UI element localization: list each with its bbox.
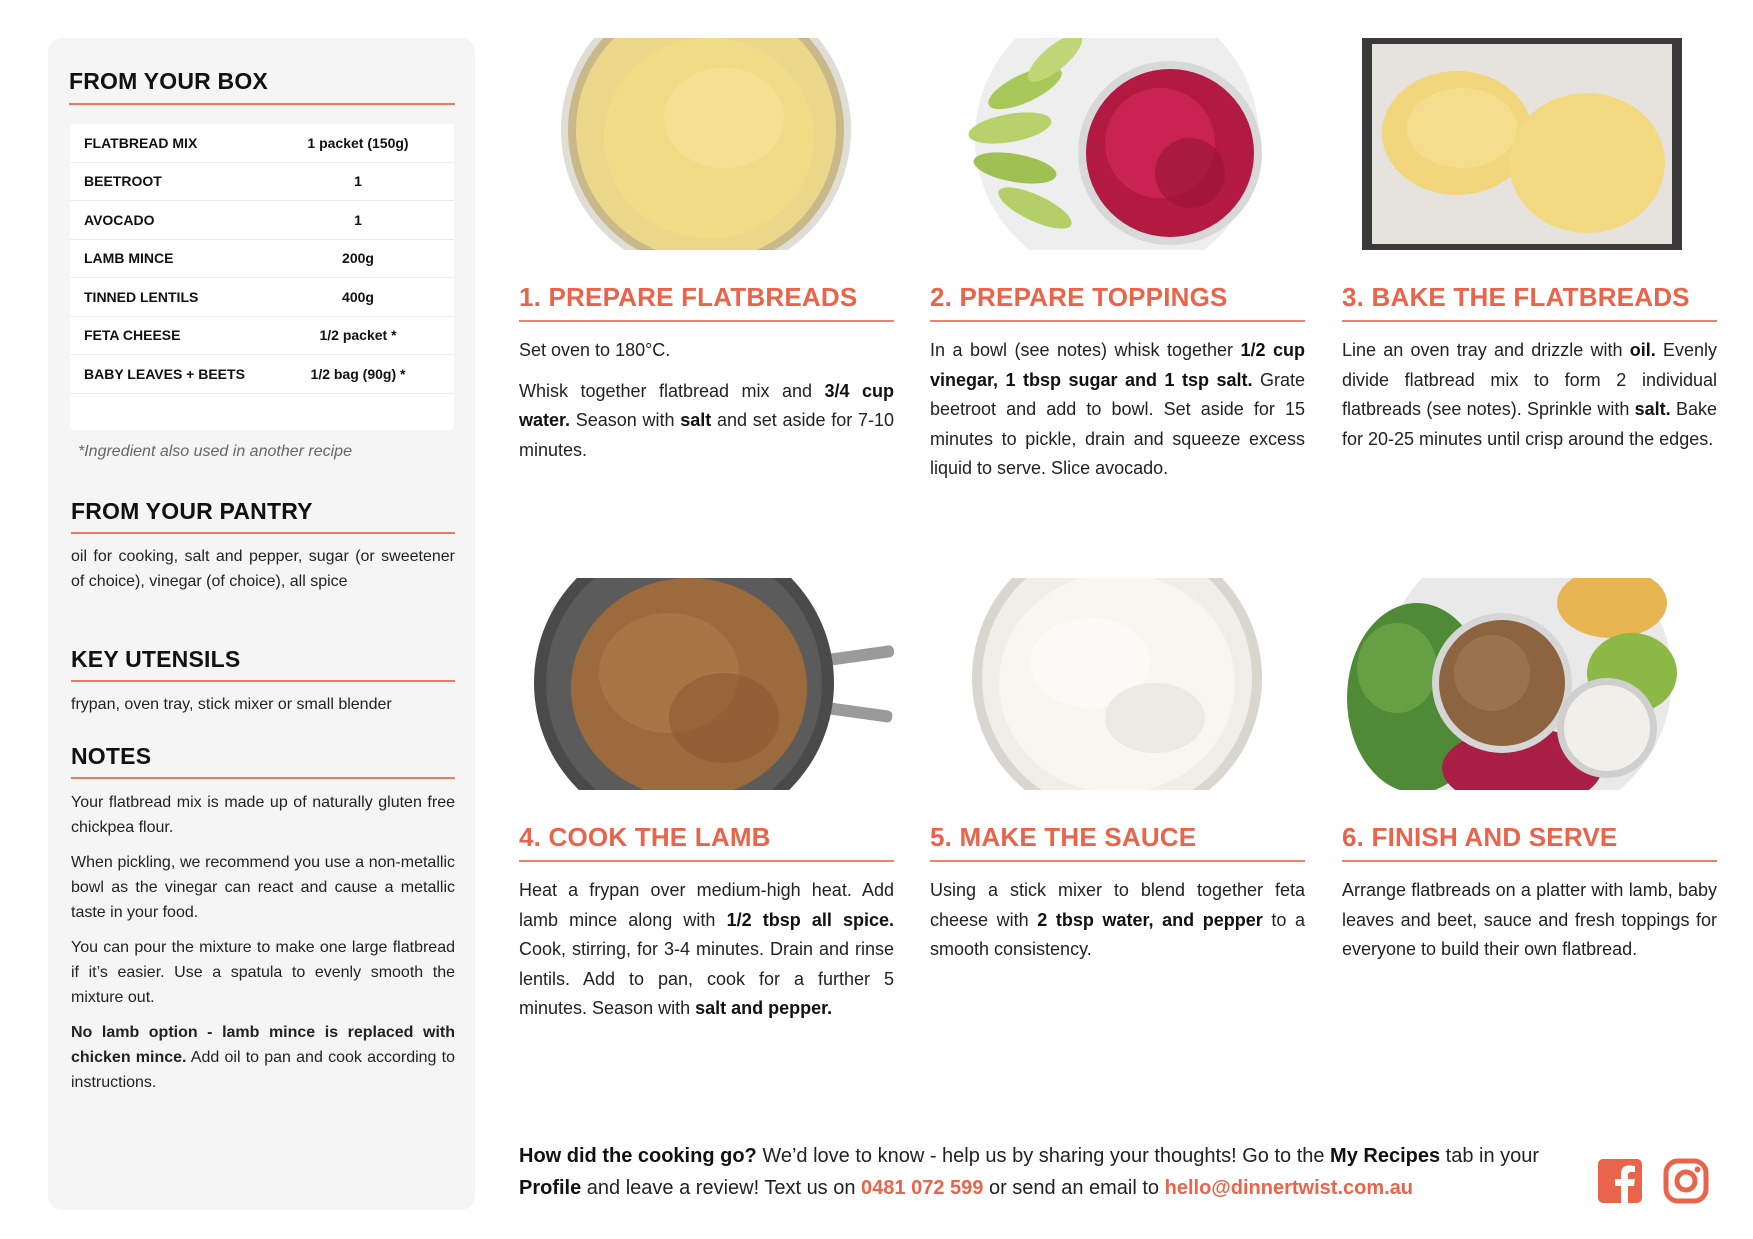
table-row [70,240,454,279]
phone-link[interactable]: 0481 072 599 [861,1176,984,1199]
table-row [70,201,454,240]
step-6 [1342,578,1717,976]
step-5-photo [930,578,1305,790]
note-paragraph [71,1020,455,1095]
step-4-divider [519,860,894,862]
step-3-divider [1342,320,1717,322]
text-bold: 2 tbsp water, and pepper [1037,909,1263,930]
table-row [70,355,454,394]
ingredient-name: BABY LEAVES + BEETS [84,365,245,382]
ingredient-name: FETA CHEESE [84,327,181,344]
text-run: Season with [570,410,681,430]
step-1-divider [519,320,894,322]
step-4 [519,578,894,1035]
note-paragraph: When pickling, we recommend you use a non-metallic bowl as the vinegar can react and cause a metallic taste in your food. [71,854,455,921]
step-text [519,876,894,1024]
step-6-title: 6. FINISH AND SERVE [1342,822,1618,852]
ingredient-name: LAMB MINCE [84,250,174,267]
profile-label: Profile [519,1176,582,1199]
step-5-body [930,876,1305,965]
step-3-body [1342,336,1717,454]
text-bold: 1/2 tbsp all spice. [726,909,895,930]
email-link[interactable]: hello@dinnertwist.com.au [1164,1176,1414,1199]
step-text [930,876,1305,965]
step-1-body [519,336,894,465]
step-3 [1342,38,1717,465]
notes-heading: NOTES [71,743,152,769]
step-5-title: 5. MAKE THE SAUCE [930,822,1197,852]
text-run: tab in your [1440,1145,1540,1167]
ingredients-panel [48,38,475,1210]
text-run: In a bowl (see notes) whisk together [930,340,1241,360]
ingredient-qty: 1/2 packet * [319,327,397,344]
ingredient-qty: 1 [354,173,362,190]
step-2-divider [930,320,1305,322]
table-row [70,163,454,202]
ingredient-name: AVOCADO [84,211,155,228]
pantry-text: oil for cooking, salt and pepper, sugar (or sweetener of choice), vinegar (of choice), all spice [71,548,455,590]
feedback-footer [519,1141,1579,1204]
text-bold: salt and pepper. [695,998,833,1018]
step-2 [930,38,1305,495]
text-run: Line an oven tray and drizzle with [1342,340,1630,360]
step-text [930,336,1305,484]
ingredient-qty: 1 packet (150g) [307,134,409,151]
text-run: Grate beetroot and add to bowl. Set aside for 15 minutes to pickle, drain and squeeze excess liquid to serve. Slice avocado. [930,369,1305,478]
ingredient-qty: 200g [342,250,374,267]
box-divider [69,103,455,105]
note-paragraph: Your flatbread mix is made up of naturally gluten free chickpea flour. [71,794,455,836]
step-text: Arrange flatbreads on a platter with lamb, baby leaves and beet, sauce and fresh toppings for everyone to build their own flatbread. [1342,880,1717,959]
step-6-photo [1342,578,1717,790]
table-row [70,317,454,356]
text-run: Bake for 20-25 minutes until crisp around the edges. [1342,399,1717,449]
note-bold: No lamb option - lamb mince is replaced with chicken mince. [71,1024,455,1066]
my-recipes-label: My Recipes [1330,1145,1441,1167]
utensils-text: frypan, oven tray, stick mixer or small blender [71,696,392,713]
step-4-body [519,876,894,1024]
ingredient-qty: 1/2 bag (90g) * [310,365,406,382]
ingredient-name: TINNED LENTILS [84,288,199,305]
text-bold: 1/2 cup vinegar, 1 tbsp sugar and 1 tsp salt. [930,340,1306,390]
text-run: to a smooth consistency. [930,909,1305,959]
ingredient-table [70,124,454,430]
facebook-icon[interactable] [1597,1158,1643,1204]
text-run: Whisk together flatbread mix and [519,380,825,401]
note-paragraph: You can pour the mixture to make one large flatbread if it’s easier. Use a spatula to evenly smooth the mixture out. [71,939,455,1006]
step-6-divider [1342,860,1717,862]
step-5 [930,578,1305,976]
step-text: Set oven to 180°C. [519,340,671,360]
ingredient-qty: 1 [354,211,362,228]
text-run: or send an email to [983,1176,1165,1199]
step-text [519,377,894,466]
text-run: Using a stick mixer to blend together feta cheese with [930,880,1305,930]
step-4-photo [519,578,894,790]
table-row [70,278,454,317]
notes-divider [71,777,455,779]
text-run: Cook, stirring, for 3-4 minutes. Drain and rinse lentils. Add to pan, cook for a further 5 minutes. Season with [519,939,894,1018]
utensils-heading: KEY UTENSILS [71,646,241,672]
text-run: Heat a frypan over medium-high heat. Add lamb mince along with [519,880,894,930]
text-bold: salt [680,410,712,430]
step-1-photo [519,38,894,250]
step-4-title: 4. COOK THE LAMB [519,822,771,852]
text-run: and leave a review! Text us on [581,1176,862,1199]
step-2-body [930,336,1305,484]
ingredient-name: BEETROOT [84,173,162,190]
ingredient-qty: 400g [342,288,374,305]
box-heading: FROM YOUR BOX [69,68,268,94]
step-5-divider [930,860,1305,862]
pantry-heading: FROM YOUR PANTRY [71,498,313,524]
table-row [70,124,454,163]
text-run: We’d love to know - help us by sharing your thoughts! Go to the [756,1145,1331,1167]
text-bold: oil. [1629,340,1656,360]
table-row [70,394,454,433]
step-1-title: 1. PREPARE FLATBREADS [519,282,858,312]
notes-body [71,790,455,1105]
utensils-divider [71,680,455,682]
step-2-title: 2. PREPARE TOPPINGS [930,282,1228,312]
text-run: and set aside for 7-10 minutes. [519,410,894,460]
text-bold: salt. [1634,399,1671,419]
note-text: Add oil to pan and cook according to instructions. [71,1049,456,1091]
step-3-photo [1342,38,1717,250]
text-run: Evenly divide flatbread mix to form 2 individual flatbreads (see notes). Sprinkle with [1342,340,1718,419]
ingredient-footnote: *Ingredient also used in another recipe [78,443,352,460]
pantry-divider [71,532,455,534]
step-2-photo [930,38,1305,250]
step-3-title: 3. BAKE THE FLATBREADS [1342,282,1690,312]
ingredient-name: FLATBREAD MIX [84,134,198,151]
text-bold: 3/4 cup water. [519,380,894,430]
step-text [1342,336,1717,454]
step-1 [519,38,894,476]
footer-text [519,1141,1559,1204]
step-6-body [1342,876,1717,965]
instagram-icon[interactable] [1663,1158,1709,1204]
footer-question: How did the cooking go? [519,1145,757,1167]
